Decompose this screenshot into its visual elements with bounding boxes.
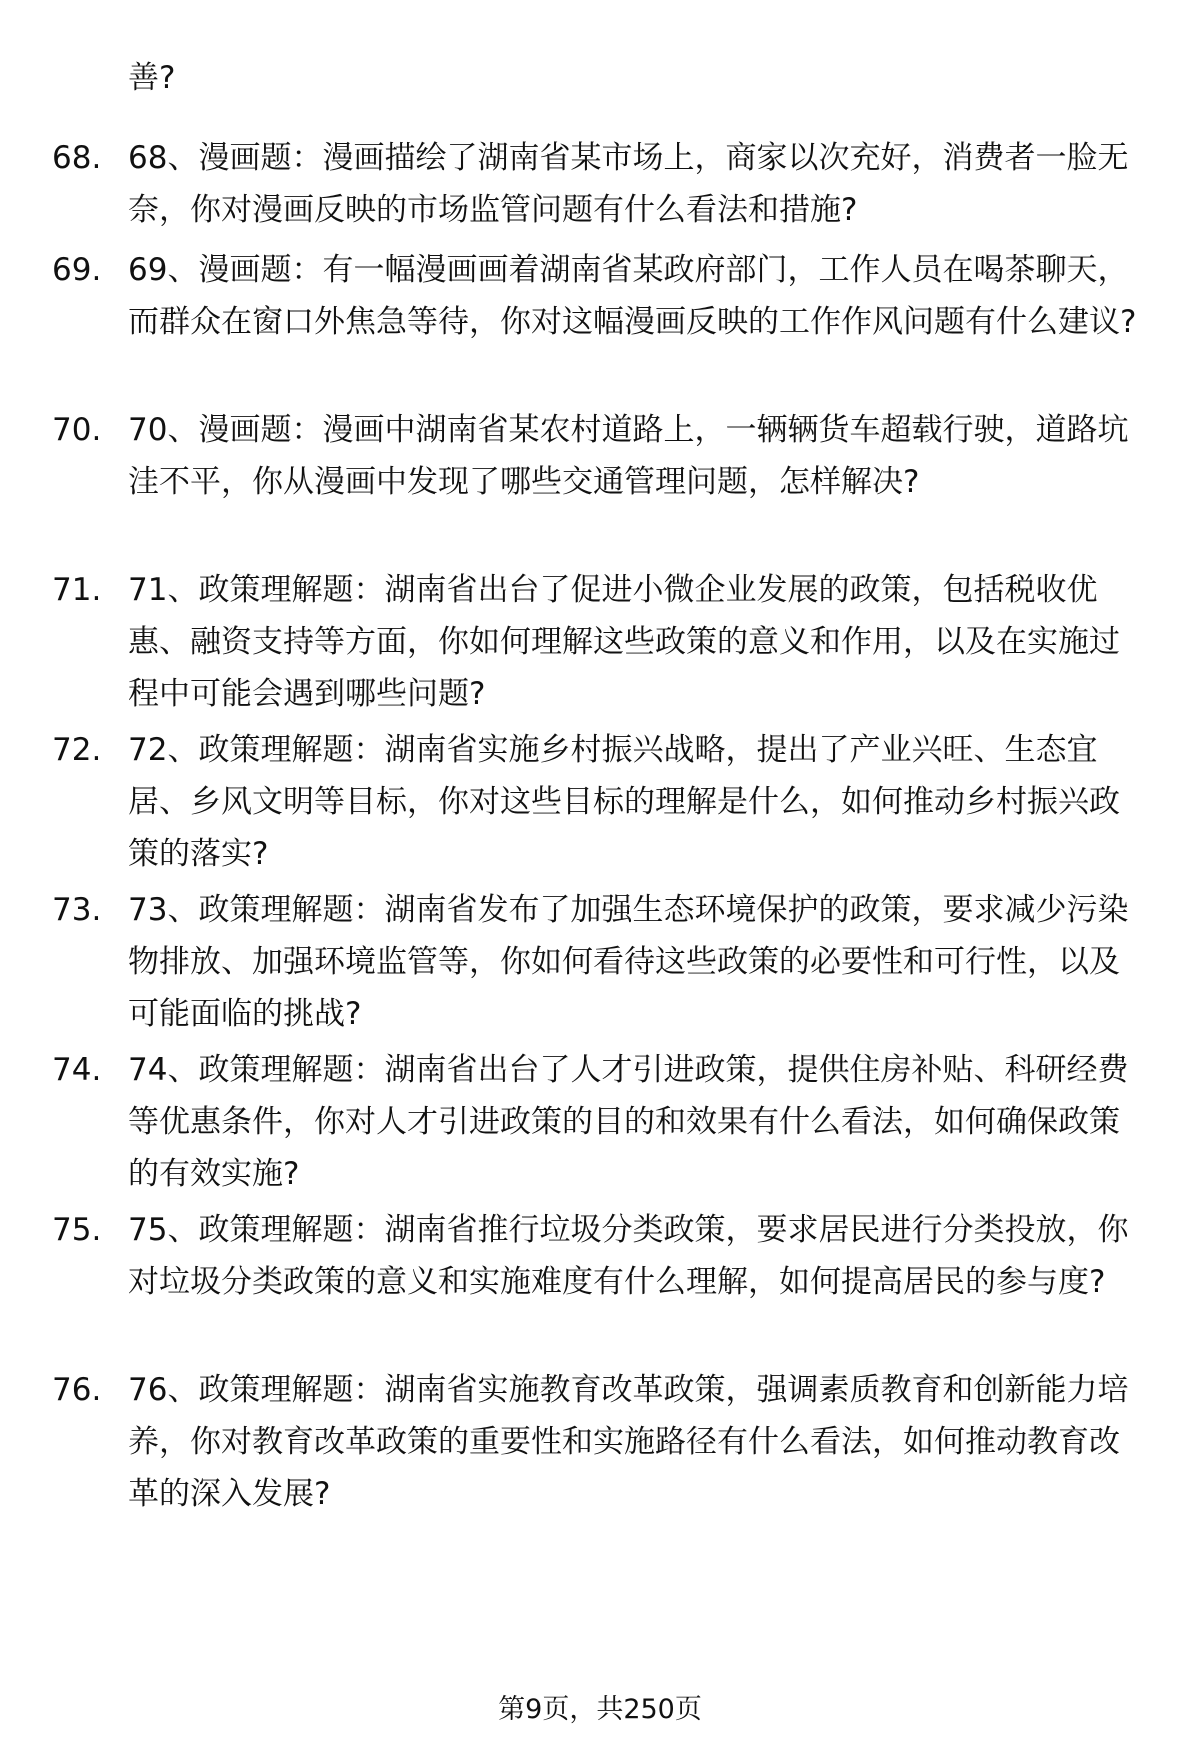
question-text: 76、政策理解题：湖南省实施教育改革政策，强调素质教育和创新能力培养，你对教育改革政策的重要性和实施路径有什么看法，如何推动教育改革的深入发展?: [128, 1372, 1129, 1512]
question-text: 71、政策理解题：湖南省出台了促进小微企业发展的政策，包括税收优惠、融资支持等方面，你如何理解这些政策的意义和作用，以及在实施过程中可能会遇到哪些问题?: [128, 572, 1120, 712]
question-text: 75、政策理解题：湖南省推行垃圾分类政策，要求居民进行分类投放，你对垃圾分类政策的意义和实施难度有什么理解，如何提高居民的参与度?: [128, 1212, 1129, 1300]
question-text: 72、政策理解题：湖南省实施乡村振兴战略，提出了产业兴旺、生态宜居、乡风文明等目标，你对这些目标的理解是什么，如何推动乡村振兴政策的落实?: [128, 732, 1120, 872]
question-number: 75.: [52, 1212, 102, 1248]
page-footer: 第9页，共250页: [498, 1694, 702, 1725]
question-text: 73、政策理解题：湖南省发布了加强生态环境保护的政策，要求减少污染物排放、加强环境监管等，你如何看待这些政策的必要性和可行性，以及可能面临的挑战?: [128, 892, 1129, 1032]
question-text: 74、政策理解题：湖南省出台了人才引进政策，提供住房补贴、科研经费等优惠条件，你对人才引进政策的目的和效果有什么看法，如何确保政策的有效实施?: [128, 1052, 1129, 1192]
question-number: 71.: [52, 572, 102, 608]
question-number: 76.: [52, 1372, 102, 1408]
question-number: 70.: [52, 412, 102, 448]
question-text: 69、漫画题：有一幅漫画画着湖南省某政府部门，工作人员在喝茶聊天，而群众在窗口外焦急等待，你对这幅漫画反映的工作作风问题有什么建议?: [128, 252, 1137, 340]
question-number: 68.: [52, 140, 102, 176]
question-text: 70、漫画题：漫画中湖南省某农村道路上，一辆辆货车超载行驶，道路坑洼不平，你从漫画中发现了哪些交通管理问题，怎样解决?: [128, 412, 1129, 500]
continuation-text: 善?: [128, 60, 176, 96]
question-number: 73.: [52, 892, 102, 928]
question-number: 72.: [52, 732, 102, 768]
question-number: 74.: [52, 1052, 102, 1088]
question-number: 69.: [52, 252, 102, 288]
question-text: 68、漫画题：漫画描绘了湖南省某市场上，商家以次充好，消费者一脸无奈，你对漫画反映的市场监管问题有什么看法和措施?: [128, 140, 1129, 228]
